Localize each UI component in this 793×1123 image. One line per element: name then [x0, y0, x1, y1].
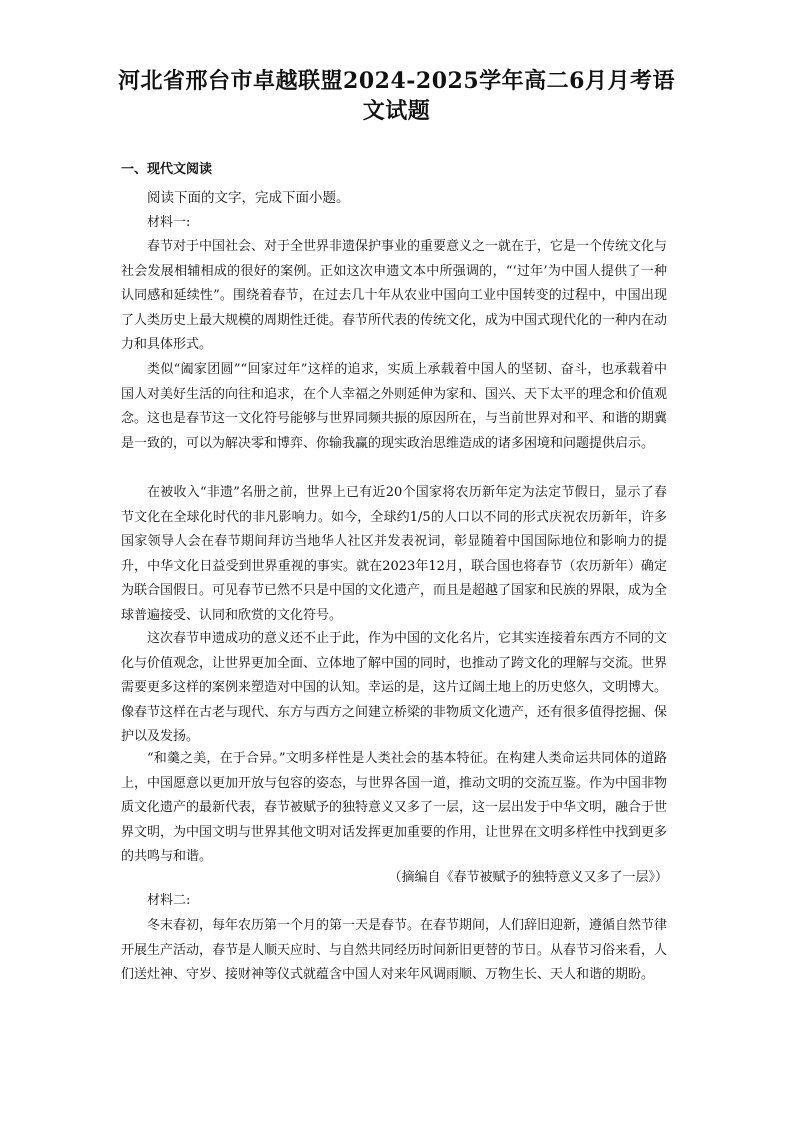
material-one-paragraph: 这次春节申遗成功的意义还不止于此，作为中国的文化名片，它其实连接着东西方不同的文化与价值观念，让世界更加全面、立体地了解中国的同时，也推动了跨文化的理解与交流。世界需要更多这样的案例来塑造对中国的认知。幸运的是，这片辽阔土地上的历史悠久，文明博大。像春节这样在古老与现代、东方与西方之间建立桥梁的非物质文化遗产，还有很多值得挖掘、保护以及发扬。 [121, 631, 668, 745]
material-one-paragraph: “和羹之美，在于合异。”文明多样性是人类社会的基本特征。在构建人类命运共同体的道路上，中国愿意以更加开放与包容的姿态，与世界各国一道，推动文明的交流互鉴。作为中国非物质文化遗产的最新代表，春节被赋予的独特意义又多了一层，这一层出发于中华文明，融合于世界文明，为中国文明与世界其他文明对话发挥更加重要的作用，让世界在文明多样性中找到更多的共鸣与和谐。 [121, 751, 668, 865]
material-one-paragraph: 春节对于中国社会、对于全世界非遗保护事业的重要意义之一就在于，它是一个传统文化与社会发展相辅相成的很好的案例。正如这次申遗文本中所强调的，“‘过年’为中国人提供了一种认同感和延续性”。围绕着春节，在过去几十年从农业中国向工业中国转变的过程中，中国出现了人类历史上最大规模的周期性迁徙。春节所代表的传统文化，成为中国式现代化的一种内在动力和具体形式。 [121, 239, 668, 353]
material-one-source: （摘编自《春节被赋予的独特意义又多了一层》） [388, 870, 668, 885]
material-one-label: 材料一: [147, 215, 191, 230]
material-two-label: 材料二: [147, 893, 191, 908]
reading-instruction: 阅读下面的文字，完成下面小题。 [147, 190, 350, 206]
material-one-paragraph: 类似“阖家团圆”“回家过年”这样的追求，实质上承载着中国人的坚韧、奋斗，也承载着中国人对美好生活的向往和追求，在个人幸福之外则延伸为家和、国兴、天下太平的理念和价值观念。这也是春节这一文化符号能够与世界同频共振的原因所在，与当前世界对和平、和谐的期冀是一致的，可以为解决零和博弈、你输我赢的现实政治思维造成的诸多困境和问题提供启示。 [121, 362, 668, 451]
document-title: 河北省邢台市卓越联盟2024-2025学年高二6月月考语文试题 [118, 68, 675, 124]
section-heading: 一、现代文阅读 [121, 162, 213, 177]
material-two-paragraph: 冬末春初，每年农历第一个月的第一天是春节。在春节期间，人们辞旧迎新，遵循自然节律开展生产活动，春节是人顺天应时、与自然共同经历时间新旧更替的节日。从春节习俗来看，人们送灶神、守岁、接财神等仪式就蕴含中国人对来年风调雨顺、万物生长、天人和谐的期盼。 [121, 918, 668, 983]
material-one-paragraph: 在被收入“非遗”名册之前，世界上已有近20个国家将农历新年定为法定节假日，显示了春节文化在全球化时代的非凡影响力。如今，全球约1/5的人口以不同的形式庆祝农历新年，许多国家领导人会在春节期间拜访当地华人社区并发表祝词，彰显随着中国国际地位和影响力的提升，中华文化日益受到世界重视的事实。就在2023年12月，联合国也将春节（农历新年）确定为联合国假日。可见春节已然不只是中国的文化遗产，而且是超越了国家和民族的界限，成为全球普遍接受、认同和欣赏的文化符号。 [121, 485, 668, 623]
